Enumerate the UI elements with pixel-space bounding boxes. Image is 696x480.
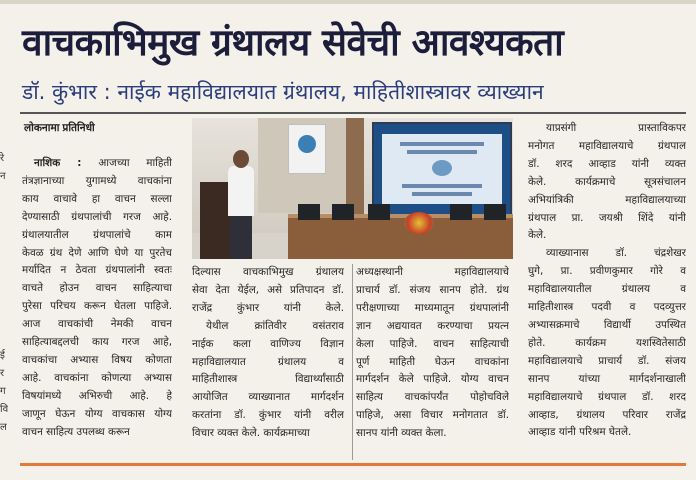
text-line: प्राचार्य डॉ. संजय सानप होते. ग्रंथ bbox=[356, 283, 509, 296]
clipped-text-fragment bbox=[0, 293, 8, 311]
text-line: आज वाचकांची नेमकी वाचन bbox=[22, 318, 172, 331]
bottom-accent-rule bbox=[20, 463, 686, 466]
text-line: मनोगत महाविद्यालयाचे ग्रंथपाल bbox=[528, 139, 686, 152]
article-column-4 bbox=[528, 120, 686, 442]
text-line: माहितीशास्त्र पदवी व पदव्युत्तर bbox=[528, 301, 686, 314]
text-line: आव्हाड यांनी परिश्रम घेतले. bbox=[528, 426, 632, 439]
text-line: वाचकांचा अभ्यास विषय कोणता bbox=[22, 353, 172, 366]
clipped-text-fragment bbox=[0, 257, 8, 275]
text-line: ग्रंथालयातील ग्रंथपालांचे काम bbox=[22, 228, 172, 241]
text-line: घुगे, प्रा. प्रवीणकुमार गोरे व bbox=[528, 265, 686, 278]
text-line: करतांना डॉ. कुंभार यांनी वरील bbox=[192, 409, 344, 422]
article-column-2 bbox=[192, 264, 344, 443]
text-line: व्याख्यानास डॉ. चंद्रशेखर bbox=[546, 247, 686, 260]
text-line: केले. कार्यक्रमाचे सूत्रसंचालन bbox=[528, 175, 686, 188]
text-line: अभ्यासक्रमाचे विद्यार्थी उपस्थित bbox=[528, 318, 686, 331]
clipped-text-fragment: न bbox=[0, 170, 6, 182]
text-line: तंत्रज्ञानाच्या युगामध्ये वाचकांना bbox=[22, 174, 172, 187]
text-line: ग्रंथपाल प्रा. जयश्री शिंदे यांनी bbox=[528, 211, 686, 224]
text-line: साहित्य वाचकांपर्यंत पोहोचविले bbox=[356, 391, 509, 404]
clipped-text-fragment bbox=[0, 311, 8, 329]
text-line: काय वाचावे हा वाचन सल्ला bbox=[22, 192, 172, 205]
text-line: जाणून घेऊन योग्य वाचकास योग्य bbox=[22, 407, 172, 420]
text-line: सानप यांनी व्यक्त केला. bbox=[356, 427, 447, 440]
text-line: मर्यादित न ठेवता ग्रंथपालांनी स्वतः bbox=[22, 264, 172, 277]
text-line: राजेंद्र कुंभार यांनी केले. bbox=[192, 301, 344, 314]
text-line: माहितीशास्त्र विद्यार्थ्यांसाठी bbox=[192, 373, 344, 386]
clipped-text-fragment bbox=[0, 222, 8, 240]
text-line: साहित्याबद्दलची काय गरज आहे, bbox=[22, 336, 172, 349]
article-column-3 bbox=[356, 264, 509, 443]
text-line: महाविद्यालयाचे प्राचार्य डॉ. संजय bbox=[528, 354, 686, 367]
clipped-text-fragment: वि bbox=[0, 403, 8, 415]
text-line: वाचन साहित्य उपलब्ध करून bbox=[22, 425, 130, 438]
text-line: महाविद्यालयातील ग्रंथालय व bbox=[528, 283, 686, 296]
text-line: विचार व्यक्त केले. कार्यक्रमाच्या bbox=[192, 427, 310, 440]
clipped-text-fragment: र bbox=[0, 367, 5, 379]
clipped-text-fragment: ई bbox=[0, 349, 5, 361]
text-line: डॉ. शरद आव्हाड यांनी व्यक्त bbox=[528, 157, 686, 170]
clipped-text-fragment: ल bbox=[0, 421, 7, 433]
text-line: परीक्षणाच्या माध्यमातून ग्रंथपालांनी bbox=[356, 301, 509, 314]
text-line: पूर्ण माहिती घेऊन वाचकांना bbox=[356, 355, 509, 368]
top-edge-rule bbox=[0, 0, 696, 4]
text-line: होते. कार्यक्रम यशस्वितेसाठी bbox=[528, 336, 686, 349]
clipped-text-fragment bbox=[0, 275, 8, 293]
text-line: आव्हाड, ग्रंथालय परिवार राजेंद्र bbox=[528, 408, 686, 421]
clipped-text-fragment bbox=[0, 240, 8, 258]
text-line: केला पाहिजे. वाचन साहित्याची bbox=[356, 337, 509, 350]
left-clipped-column bbox=[0, 150, 8, 437]
text-line: मार्गदर्शन केले पाहिजे. योग्य वाचन bbox=[356, 373, 509, 386]
clipped-text-fragment: ग bbox=[0, 385, 6, 397]
text-line: सानप यांच्या मार्गदर्शनाखाली bbox=[528, 372, 686, 385]
text-line: देण्यासाठी ग्रंथपालांची गरज आहे. bbox=[22, 210, 172, 223]
text-line: पाहिजे, असा विचार मनोगतात डॉ. bbox=[356, 409, 509, 422]
text-line: सेवा देता येईल, असे प्रतिपादन डॉ. bbox=[192, 283, 344, 296]
text-line: नाशिक : आजच्या माहिती bbox=[22, 155, 172, 173]
text-line: येथील क्रांतिवीर वसंतराव bbox=[206, 319, 344, 332]
text-line: महाविद्यालयाचे ग्रंथपाल डॉ. शरद bbox=[528, 390, 686, 403]
text-line: महाविद्यालयात ग्रंथालय व bbox=[192, 355, 344, 368]
text-line: ज्ञान अद्ययावत करण्याचा प्रयत्न bbox=[356, 319, 509, 332]
headline-rule bbox=[20, 112, 686, 114]
text-line: अभियांत्रिकी महाविद्यालयाच्या bbox=[528, 193, 686, 206]
text-line: विषयांमध्ये अभिरुची आहे. हे bbox=[22, 389, 172, 402]
text-line: नाईक कला वाणिज्य विज्ञान bbox=[192, 337, 344, 350]
clipped-text-fragment bbox=[0, 329, 8, 347]
article-headline: वाचकाभिमुख ग्रंथालय सेवेची आवश्यकता bbox=[22, 21, 564, 64]
clipped-text-fragment bbox=[0, 204, 8, 222]
text-line: केले. bbox=[528, 229, 547, 242]
clipped-text-fragment: रे bbox=[0, 153, 5, 164]
text-line: दिल्यास वाचकाभिमुख ग्रंथालय bbox=[192, 266, 344, 278]
text-line: याप्रसंगी प्रास्ताविकपर bbox=[546, 122, 686, 134]
text-line: अध्यक्षस्थानी महाविद्यालयाचे bbox=[356, 266, 509, 278]
article-byline: लोकनामा प्रतिनिधी bbox=[24, 122, 95, 134]
photo-lecture-icon bbox=[192, 118, 513, 259]
clipped-text-fragment bbox=[0, 186, 8, 204]
text-line: आहे. वाचकांना कोणत्या अभ्यास bbox=[22, 371, 172, 384]
text-line: केवळ ग्रंथ देणे आणि घेणे या पुरतेच bbox=[22, 246, 172, 259]
article-dateline: नाशिक : bbox=[34, 157, 99, 169]
column-separator bbox=[352, 264, 353, 460]
article-subheadline: डॉ. कुंभार : नाईक महाविद्यालयात ग्रंथालय, माहितीशास्त्रावर व्याख्यान bbox=[22, 80, 544, 104]
text-line: पुरेसा परिचय करून घेतला पाहिजे. bbox=[22, 300, 172, 313]
text-line: आयोजित व्याख्यानात मार्गदर्शन bbox=[192, 391, 344, 404]
text-line: वाचते होउन वाचन साहित्याचा bbox=[22, 282, 172, 295]
article-column-1 bbox=[22, 155, 172, 442]
